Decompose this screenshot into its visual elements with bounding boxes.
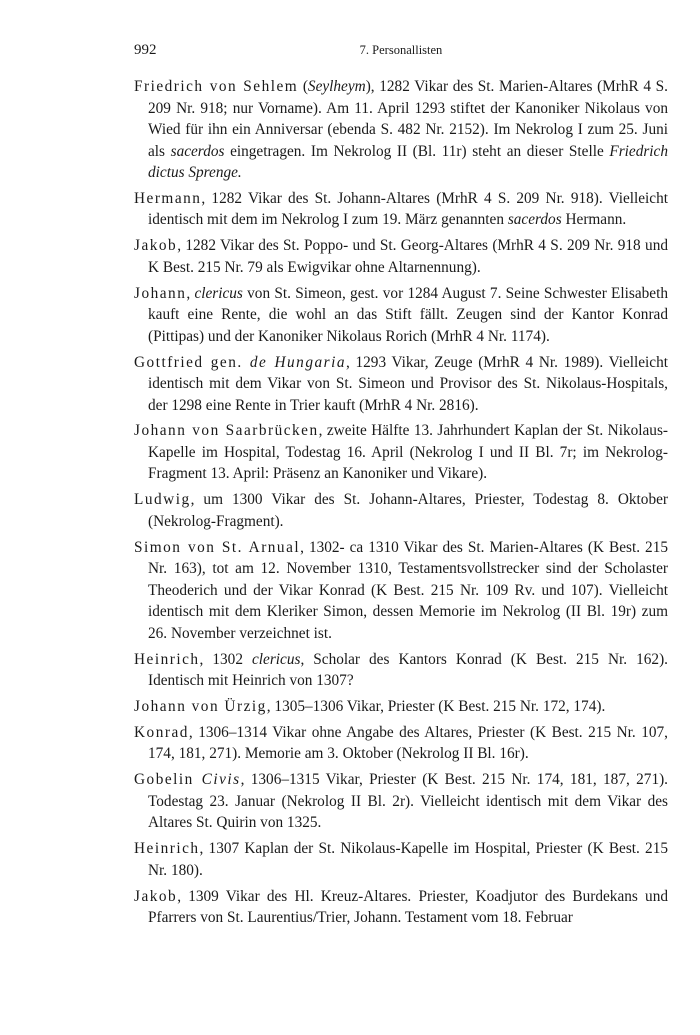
entry-paragraph bbox=[134, 696, 668, 718]
page-header bbox=[134, 42, 668, 62]
entry-name-italic: Civis bbox=[201, 771, 241, 789]
entry-paragraph bbox=[134, 188, 668, 231]
entry-name: Heinrich bbox=[134, 840, 200, 858]
entry-paragraph bbox=[134, 235, 668, 278]
entry-text: , Scholar des Kantors Konrad (K Best. 215 Nr. 162). Identisch mit Heinrich von 1307? bbox=[148, 650, 668, 690]
entry-name: Simon von St. Arnual bbox=[134, 538, 301, 556]
entry-text: eingetragen. Im Nekrolog II (Bl. 11r) steht an dieser Stelle bbox=[224, 142, 610, 160]
entry-paragraph bbox=[134, 76, 668, 184]
entry-italic-text: Friedrich dictus Sprenge. bbox=[148, 142, 668, 181]
entry-text: , 1282 Vikar des St. Poppo- und St. Georg-Altares (MrhR 4 S. 209 Nr. 918 und K Best. 215 Nr. 79 als Ewigvikar ohne Altarnennung). bbox=[148, 237, 668, 276]
entry-italic-text: Seylheym bbox=[307, 78, 366, 95]
entry-paragraph bbox=[134, 722, 668, 765]
entry-text: ), 1282 Vikar des St. Marien-Altares (MrhR 4 S. 209 Nr. 918; nur Vorname). Am 11. April 1293 stiftet der Kanoniker Nikolaus von Wied für ihn ein Anniversar (ebenda S. 482 Nr. 2152). Im Nekrolog I zum 25. Juni als bbox=[148, 78, 668, 160]
entry-name: Friedrich von Sehlem bbox=[134, 78, 299, 95]
entry-text: , 1282 Vikar des St. Johann-Altares (MrhR 4 S. 209 Nr. 918). Vielleicht identisch mit dem im Nekrolog I zum 19. März genannten bbox=[148, 189, 668, 229]
entry-paragraph bbox=[134, 537, 668, 645]
entry-text: ( bbox=[298, 78, 308, 95]
entry-text: , 1293 Vikar, Zeuge (MrhR 4 Nr. 1989). Vielleicht identisch mit dem Vikar von St. Simeon und Provisor des St. Nikolaus-Hospitals, der 1298 eine Rente in Trier kauft (MrhR 4 Nr. 2816). bbox=[148, 353, 668, 414]
entry-italic-text: clericus bbox=[194, 284, 243, 302]
entry-text: , 1306–1315 Vikar, Priester (K Best. 215 Nr. 174, 181, 187, 271). Todestag 23. Januar (Nekrolog II Bl. 2r). Vielleicht identisch mit dem Vikar des Altares St. Quirin von 1325. bbox=[148, 771, 669, 832]
entry-paragraph bbox=[134, 838, 668, 881]
entry-name: Jakob bbox=[134, 887, 178, 905]
entry-name: Jakob bbox=[134, 237, 178, 255]
entry-text: , zweite Hälfte 13. Jahrhundert Kaplan der St. Nikolaus-Kapelle im Hospital, Todestag 16. April (Nekrolog I und II Bl. 7r; im Nekrolog-Fragment 13. April: Präsenz an Kanoniker und Vikare). bbox=[148, 422, 668, 483]
entry-text: , um 1300 Vikar des St. Johann-Altares, Priester, Todestag 8. Oktober (Nekrolog-Fragment). bbox=[148, 491, 668, 530]
entry-name-italic: de Hungaria bbox=[249, 353, 346, 371]
entry-name: Johann von Saarbrücken bbox=[134, 422, 319, 440]
entry-text: von St. Simeon, gest. vor 1284 August 7. Seine Schwester Elisabeth kauft eine Rente, die wohl an das Stift fällt. Zeugen sind der Kantor Konrad (Pittipas) und der Kanoniker Nikolaus Rorich (MrhR 4 Nr. 1174). bbox=[148, 284, 668, 345]
entry-italic-text: clericus bbox=[252, 650, 301, 668]
entry-paragraph bbox=[134, 283, 668, 348]
entry-name: Hermann bbox=[134, 189, 202, 207]
entry-paragraph bbox=[134, 420, 668, 485]
entry-italic-text: sacerdos bbox=[507, 211, 562, 229]
entry-text: Hermann. bbox=[561, 211, 627, 229]
entry-paragraph bbox=[134, 886, 668, 929]
page-number: 992 bbox=[134, 42, 157, 58]
entry-text: , 1306–1314 Vikar ohne Angabe des Altares, Priester (K Best. 215 Nr. 107, 174, 181, 271). Memorie am 3. Oktober (Nekrolog II Bl. 16r). bbox=[148, 723, 668, 763]
entry-list bbox=[134, 76, 668, 933]
entry-text: , 1302 bbox=[199, 650, 252, 668]
entry-text: , bbox=[186, 284, 195, 302]
entry-italic-text: sacerdos bbox=[170, 142, 225, 160]
entry-text: , 1305–1306 Vikar, Priester (K Best. 215 Nr. 172, 174). bbox=[266, 698, 606, 716]
entry-name: Konrad bbox=[134, 723, 189, 741]
entry-name: Gobelin bbox=[134, 771, 202, 789]
entry-name: Heinrich bbox=[134, 650, 200, 668]
entry-name: Ludwig bbox=[134, 491, 191, 509]
entry-text: , 1307 Kaplan der St. Nikolaus-Kapelle im Hospital, Priester (K Best. 215 Nr. 180). bbox=[148, 840, 668, 879]
entry-text: , 1302- ca 1310 Vikar des St. Marien-Altares (K Best. 215 Nr. 163), tot am 12. November 1310, Testamentsvollstrecker sind der Scholaster Theoderich und der Vikar Konrad (K Best. 215 Nr. 109 Rv. und 107). Vielleicht identisch mit dem Kleriker Simon, dessen Memorie im Nekrolog (II Bl. 19r) zum 26. November verzeichnet ist. bbox=[148, 538, 668, 642]
entry-paragraph bbox=[134, 489, 668, 532]
running-title: 7. Personallisten bbox=[359, 43, 443, 57]
entry-name: Johann von Ürzig bbox=[134, 698, 267, 716]
entry-text: , 1309 Vikar des Hl. Kreuz-Altares. Priester, Koadjutor des Burdekans und Pfarrers von St. Laurentius/Trier, Johann. Testament vom 18. Februar bbox=[148, 887, 668, 927]
entry-paragraph bbox=[134, 769, 668, 834]
entry-paragraph bbox=[134, 352, 668, 417]
entry-paragraph bbox=[134, 649, 668, 692]
entry-name: Gottfried gen. bbox=[134, 353, 250, 371]
entry-name: Johann bbox=[134, 284, 187, 302]
